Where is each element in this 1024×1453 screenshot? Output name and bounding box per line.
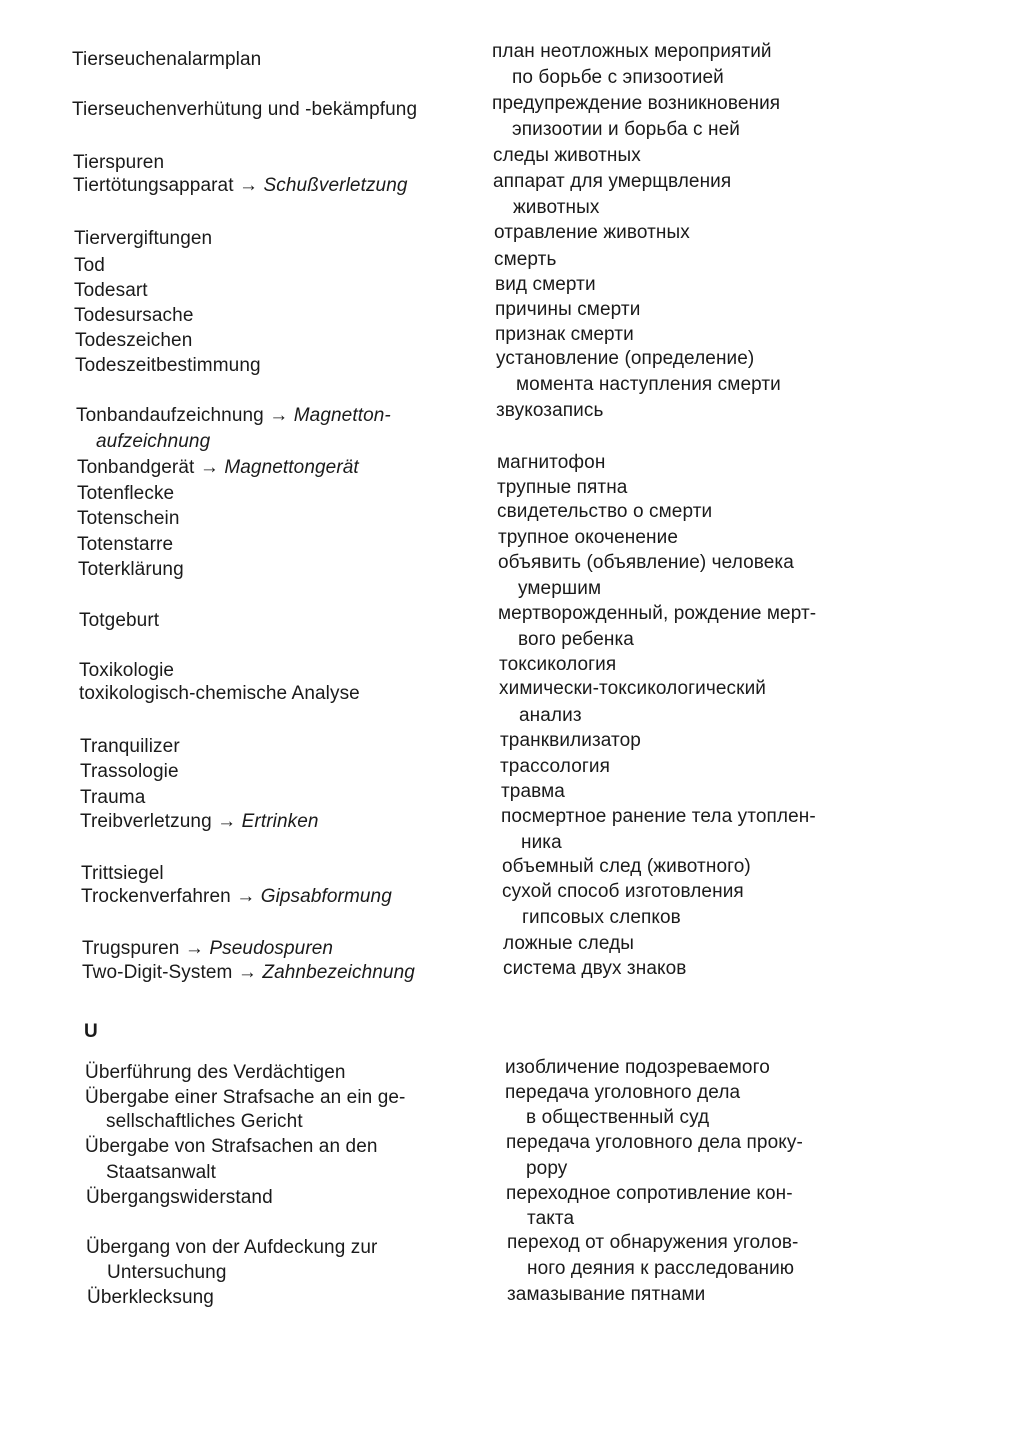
- ru-translation: трупные пятна: [497, 477, 628, 498]
- de-term: Übergangswiderstand: [86, 1187, 273, 1208]
- ru-translation: признак смерти: [495, 324, 634, 345]
- ru-translation-continuation: такта: [527, 1208, 575, 1229]
- ru-translation: предупреждение возникновения: [492, 93, 781, 114]
- de-term: Trauma: [80, 787, 146, 808]
- de-term: Trugspuren → Pseudospuren: [82, 938, 334, 959]
- ru-translation-continuation: животных: [513, 197, 600, 218]
- ru-translation: причины смерти: [495, 299, 641, 320]
- de-term-continuation: Untersuchung: [107, 1262, 227, 1283]
- ru-translation: переход от обнаружения уголов-: [507, 1232, 799, 1253]
- ru-translation: смерть: [494, 249, 557, 270]
- ru-translation-continuation: вого ребенка: [518, 629, 634, 650]
- ru-translation: транквилизатор: [500, 730, 641, 751]
- de-term-continuation: Staatsanwalt: [106, 1162, 216, 1183]
- de-term: Übergang von der Aufdeckung zur: [86, 1237, 378, 1258]
- ru-translation: вид смерти: [495, 274, 596, 295]
- de-term: Totenschein: [77, 508, 180, 529]
- de-term: Toxikologie: [79, 660, 175, 681]
- ru-translation: передача уголовного дела проку-: [506, 1132, 803, 1153]
- ru-translation: следы животных: [493, 145, 641, 166]
- de-term: Überklecksung: [87, 1287, 214, 1308]
- ru-translation-continuation: анализ: [519, 705, 582, 726]
- ru-translation: передача уголовного дела: [505, 1082, 741, 1103]
- ru-translation: звукозапись: [496, 400, 604, 421]
- de-term: Trockenverfahren → Gipsabformung: [81, 886, 392, 907]
- arrow-icon: →: [236, 886, 256, 907]
- de-term: Toterklärung: [78, 559, 184, 580]
- de-term: Totgeburt: [79, 610, 160, 631]
- ru-translation-continuation: по борьбе с эпизоотией: [512, 67, 724, 88]
- de-term: Two-Digit-System → Zahnbezeichnung: [82, 962, 415, 983]
- ru-translation: травма: [501, 781, 565, 802]
- arrow-icon: →: [184, 938, 204, 959]
- arrow-icon: →: [237, 962, 257, 983]
- de-term: Tiervergiftungen: [74, 228, 213, 249]
- arrow-icon: →: [217, 811, 237, 832]
- ru-translation: установление (определение): [496, 348, 755, 369]
- ru-translation: отравление животных: [494, 222, 690, 243]
- ru-translation: система двух знаков: [503, 958, 687, 979]
- de-term-continuation: sellschaftliches Gericht: [106, 1111, 303, 1132]
- ru-translation: изобличение подозреваемого: [505, 1057, 770, 1078]
- ru-translation: план неотложных мероприятий: [492, 41, 772, 62]
- ru-translation: магнитофон: [497, 452, 606, 473]
- ru-translation: замазывание пятнами: [507, 1284, 706, 1305]
- de-term: Tierseuchenverhütung und -bekämpfung: [72, 99, 418, 120]
- ru-translation: посмертное ранение тела утоплен-: [501, 806, 816, 827]
- ru-translation-continuation: ного деяния к расследованию: [527, 1258, 795, 1279]
- ru-translation: объявить (объявление) человека: [498, 552, 794, 573]
- ru-translation: свидетельство о смерти: [497, 501, 713, 522]
- de-term: Tierseuchenalarmplan: [72, 49, 262, 70]
- de-term: Totenflecke: [77, 483, 175, 504]
- ru-translation: химически-токсикологический: [499, 678, 766, 699]
- de-term: Todeszeitbestimmung: [75, 355, 261, 376]
- ru-translation: трупное окоченение: [498, 527, 678, 548]
- section-heading: U: [84, 1021, 98, 1042]
- de-term: Todeszeichen: [75, 330, 193, 351]
- ru-translation: сухой способ изготовления: [502, 881, 744, 902]
- ru-translation-continuation: гипсовых слепков: [522, 907, 681, 928]
- ru-translation: аппарат для умерщвления: [493, 171, 732, 192]
- de-term: Übergabe von Strafsachen an den: [85, 1136, 378, 1157]
- ru-translation: ложные следы: [503, 933, 635, 954]
- arrow-icon: →: [238, 175, 259, 196]
- ru-translation: токсикология: [499, 654, 617, 675]
- ru-translation-continuation: эпизоотии и борьба с ней: [512, 119, 740, 140]
- ru-translation: объемный след (животного): [502, 856, 751, 877]
- ru-translation-continuation: в общественный суд: [526, 1107, 710, 1128]
- de-term: Überführung des Verdächtigen: [85, 1062, 346, 1083]
- de-term: Übergabe einer Strafsache an ein ge-: [85, 1087, 406, 1108]
- arrow-icon: →: [269, 405, 289, 426]
- de-term: toxikologisch-chemische Analyse: [79, 683, 360, 704]
- ru-translation: мертворожденный, рождение мерт-: [498, 603, 817, 624]
- ru-translation: переходное сопротивление кон-: [506, 1183, 793, 1204]
- de-term: Totenstarre: [77, 534, 174, 555]
- ru-translation-continuation: момента наступления смерти: [516, 374, 781, 395]
- de-term: Trassologie: [80, 761, 179, 782]
- ru-translation-continuation: рору: [526, 1158, 568, 1179]
- de-term: Tranquilizer: [80, 736, 180, 757]
- de-term: Trittsiegel: [81, 863, 164, 884]
- ru-translation-continuation: ника: [521, 832, 562, 853]
- de-term: Treibverletzung → Ertrinken: [80, 811, 319, 832]
- ru-translation-continuation: умершим: [518, 578, 602, 599]
- de-term-continuation: aufzeichnung: [96, 431, 211, 452]
- de-term: Tod: [74, 255, 105, 276]
- de-term: Tonbandaufzeichnung → Magnetton-: [76, 405, 391, 426]
- de-term: Tonbandgerät → Magnettongerät: [77, 457, 359, 478]
- de-term: Todesursache: [74, 305, 194, 326]
- arrow-icon: →: [199, 457, 219, 478]
- de-term: Tiertötungsapparat → Schußverletzung: [73, 175, 408, 196]
- de-term: Tierspuren: [73, 152, 165, 173]
- ru-translation: трассология: [500, 756, 610, 777]
- de-term: Todesart: [74, 280, 148, 301]
